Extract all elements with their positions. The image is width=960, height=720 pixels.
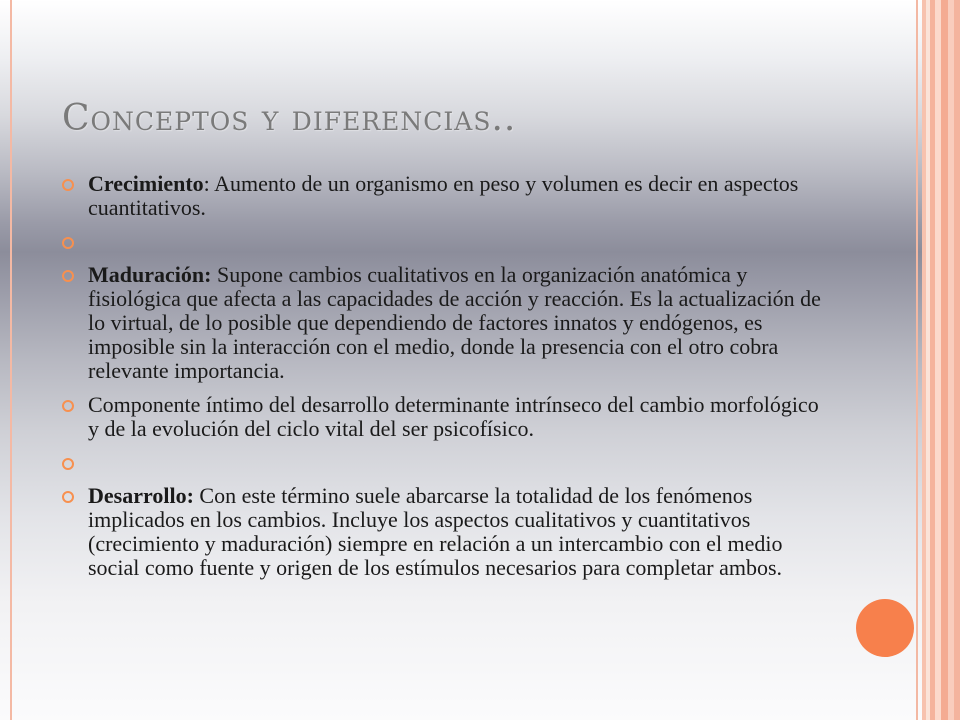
- bullet-text: Aumento de un organismo en peso y volumen es decir en aspectos cuantitativos.: [88, 171, 799, 220]
- left-accent-line: [10, 0, 12, 720]
- bullet-circle-icon: [62, 237, 74, 249]
- bullet-desarrollo: [62, 484, 827, 580]
- bullet-crecimiento: [62, 172, 827, 220]
- bullet-list: [62, 172, 827, 590]
- bullet-text: Componente íntimo del desarrollo determinante intrínseco del cambio morfológico y de la evolución del ciclo vital del ser psicofísico.: [88, 392, 819, 441]
- bullet-circle-icon: [62, 491, 74, 503]
- term-label: Desarrollo:: [88, 483, 194, 508]
- right-decorative-band: [922, 0, 960, 720]
- bullet-empty: [62, 451, 827, 475]
- bullet-maduracion: [62, 263, 827, 383]
- orange-circle-decoration: [856, 599, 914, 657]
- bullet-text: Con este término suele abarcarse la totalidad de los fenómenos implicados en los cambios. Incluye los aspectos cualitativos y cuantitativos (crecimiento y maduración) siempre en relación a un intercambio con el medio social como fuente y origen de los estímulos necesarios para completar ambos.: [88, 483, 783, 580]
- bullet-circle-icon: [62, 458, 74, 470]
- term-separator: :: [203, 171, 210, 196]
- term-label: Maduración:: [88, 262, 212, 287]
- bullet-circle-icon: [62, 400, 74, 412]
- right-accent-line: [916, 0, 918, 720]
- slide-title: Conceptos y diferencias..: [62, 98, 517, 139]
- bullet-circle-icon: [62, 270, 74, 282]
- bullet-circle-icon: [62, 179, 74, 191]
- term-label: Crecimiento: [88, 171, 204, 196]
- bullet-componente: [62, 393, 827, 441]
- bullet-text: Supone cambios cualitativos en la organización anatómica y fisiológica que afecta a las capacidades de acción y reacción. Es la actualización de lo virtual, de lo posible que dependiendo de factores innatos y endógenos, es imposible sin la interacción con el medio, donde la presencia con el otro cobra relevante importancia.: [88, 262, 821, 383]
- bullet-empty: [62, 230, 827, 254]
